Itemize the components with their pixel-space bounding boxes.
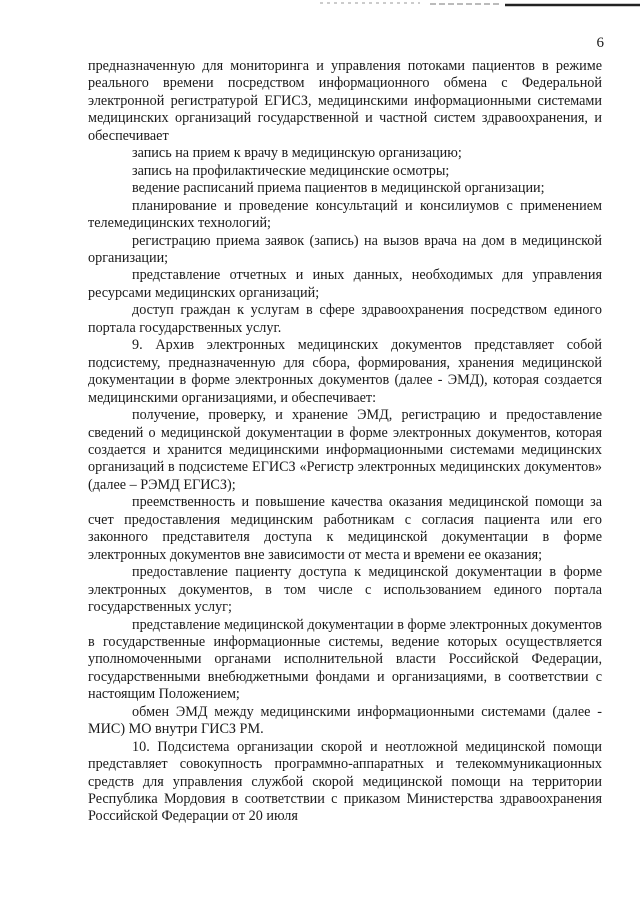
paragraph-section-9: 9. Архив электронных медицинских документов представляет собой подсистему, предназначенную для сбора, формирования, хранения медицинской документации в форме электронных документов (далее - ЭМД), которая создается медицинскими организациями, и обеспечивает: bbox=[88, 337, 602, 406]
paragraph: получение, проверку, и хранение ЭМД, регистрацию и предоставление сведений о медицинской документации в форме электронных документов, которая создается и хранится медицинскими информационными системами медицинских организаций в подсистеме ЕГИСЗ «Регистр электронных медицинских документов» (далее – РЭМД ЕГИСЗ); bbox=[88, 407, 602, 493]
document-body bbox=[88, 58, 602, 826]
paragraph: представление медицинской документации в форме электронных документов в государственные информационные системы, ведение которых осуществляется уполномоченными органами исполнительной власти Российской Федерации, государственными внебюджетными фондами и организациями, в соответствии с настоящим Положением; bbox=[88, 616, 602, 703]
paragraph: планирование и проведение консультаций и консилиумов с применением телемедицинских технологий; bbox=[88, 197, 602, 232]
paragraph: предоставление пациенту доступа к медицинской документации в форме электронных документов, в том числе с использованием единого портала государственных услуг; bbox=[88, 564, 602, 616]
paragraph: предназначенную для мониторинга и управления потоками пациентов в режиме реального времени посредством информационного обмена с Федеральной электронной регистратурой ЕГИСЗ, медицинскими информационными системами медицинских организаций государственной и частной систем здравоохранения, и обеспечивает bbox=[88, 58, 602, 144]
scan-edge-mark bbox=[300, 0, 640, 10]
paragraph-section-10: 10. Подсистема организации скорой и неотложной медицинской помощи представляет совокупность программно-аппаратных и телекоммуникационных средств для управления службой скорой медицинской помощи на территории Республика Мордовия в соответствии с приказом Министерства здравоохранения Российской Федерации от 20 июля bbox=[88, 738, 602, 825]
paragraph: запись на прием к врачу в медицинскую организацию; bbox=[132, 145, 462, 162]
page-number: 6 bbox=[596, 35, 604, 51]
paragraph: обмен ЭМД между медицинскими информационными системами (далее - МИС) МО внутри ГИСЗ РМ. bbox=[88, 703, 602, 738]
paragraph: доступ граждан к услугам в сфере здравоохранения посредством единого портала государственных услуг. bbox=[88, 302, 602, 336]
paragraph: регистрацию приема заявок (запись) на вызов врача на дом в медицинской организации; bbox=[88, 232, 602, 266]
paragraph: представление отчетных и иных данных, необходимых для управления ресурсами медицинских организаций; bbox=[88, 267, 602, 301]
paragraph: преемственность и повышение качества оказания медицинской помощи за счет предоставления медицинским работникам с согласия пациента или его законного представителя доступа к медицинской документации в форме электронных документов вне зависимости от места и времени ее оказания; bbox=[88, 494, 602, 563]
paragraph: запись на профилактические медицинские осмотры; bbox=[132, 162, 450, 179]
paragraph: ведение расписаний приема пациентов в медицинской организации; bbox=[132, 180, 545, 197]
